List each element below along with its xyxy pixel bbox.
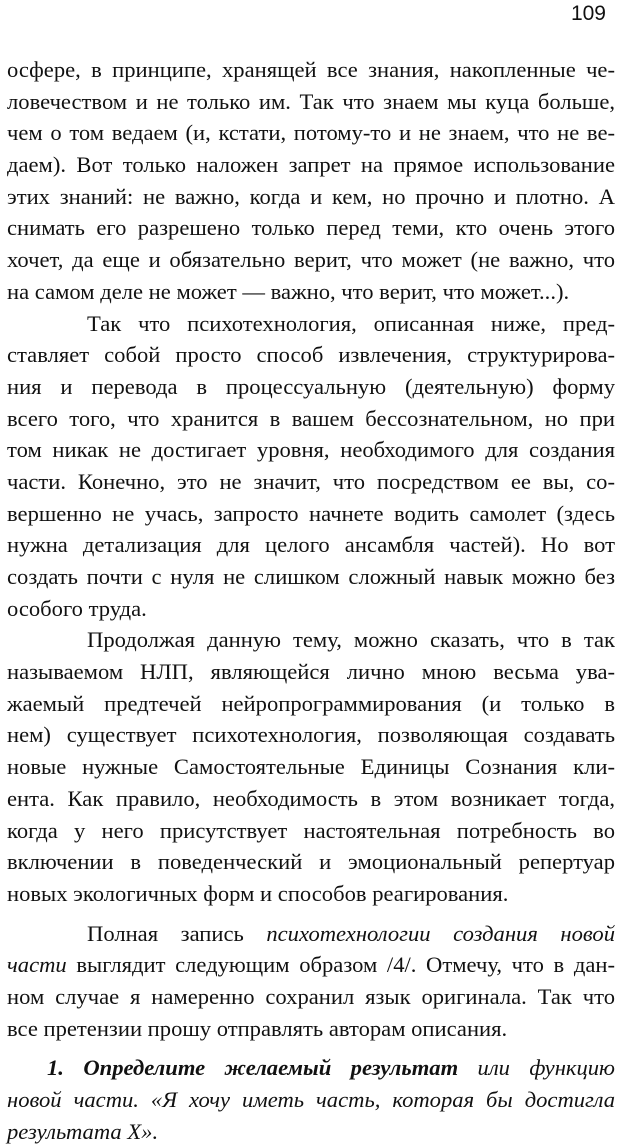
text-line: этих знаний: не важно, когда и кем, но прочно и плотно. А [7, 183, 615, 209]
text-line: когда у него присутствует настоятельная потребность во [7, 817, 615, 843]
text-line: том никак не достигает уровня, необходимого для создания [7, 437, 615, 463]
text-line: называемом НЛП, являющейся лично мною весьма ува- [7, 659, 615, 685]
step-heading-line: 1. Определите желаемый результат или функцию [47, 1055, 615, 1081]
text-line: ловечеством и не только им. Так что знаем мы куца больше, [7, 88, 615, 114]
text-line: части. Конечно, это не значит, что посредством ее вы, со- [7, 468, 615, 494]
text-line: ния и перевода в процессуальную (деятельную) форму [7, 373, 615, 399]
text-line: Продолжая данную тему, можно сказать, что в так [87, 627, 615, 653]
text-line: новой части. «Я хочу иметь часть, которая бы достигла [7, 1087, 615, 1112]
text-line: ставляет собой просто способ извлечения, структурирова- [7, 342, 615, 368]
page-number: 109 [570, 2, 606, 25]
text-line: нем) существует психотехнология, позволяющая создавать [7, 722, 615, 748]
text-line: Так что психотехнология, описанная ниже, пред- [87, 310, 615, 336]
text-line: включении в поведенческий и эмоциональный репертуар [7, 849, 615, 875]
text-line: нужна детализация для целого ансамбля частей). Но вот [7, 532, 615, 558]
text-line: ном случае я намеренно сохранил язык оригинала. Так что [7, 983, 615, 1009]
paragraph-gap [7, 910, 615, 918]
text-line: ента. Как правило, необходимость в этом возникает тогда, [7, 785, 615, 811]
text-line: вершенно не учась, запросто начнете водить самолет (здесь [7, 500, 615, 526]
text-line: осфере, в принципе, хранящей все знания, накопленные че- [7, 57, 615, 82]
text-line: даем). Вот только наложен запрет на прямое использование [7, 152, 615, 178]
text-line: результата X». [7, 1118, 159, 1144]
paragraph-gap [7, 1044, 615, 1052]
text-line: снимать его разрешено только перед теми, кто очень этого [7, 215, 615, 241]
text-line: всего того, что хранится в вашем бессознательном, но при [7, 405, 615, 431]
text-line: части выглядит следующим образом /4/. Отмечу, что в дан- [7, 952, 615, 978]
text-line: чем о том ведаем (и, кстати, потому-то и не знаем, что не ве- [7, 120, 615, 146]
text-line: хочет, да еще и обязательно верит, что может (не важно, что [7, 247, 615, 273]
text-line: жаемый предтечей нейропрограммирования (и только в [7, 690, 615, 716]
text-line: на самом деле не может — важно, что верит, что может...). [7, 278, 570, 304]
text-line: Полная запись психотехнологии создания новой [87, 920, 615, 946]
text-line: новых экологичных форм и способов реагирования. [7, 880, 509, 906]
text-body [7, 54, 615, 1147]
text-line: создать почти с нуля не слишком сложный навык можно без [7, 564, 615, 589]
text-line: особого труда. [7, 595, 147, 621]
text-line: все претензии прошу отправлять авторам описания. [7, 1015, 508, 1041]
text-line: новые нужные Самостоятельные Единицы Сознания кли- [7, 754, 615, 780]
